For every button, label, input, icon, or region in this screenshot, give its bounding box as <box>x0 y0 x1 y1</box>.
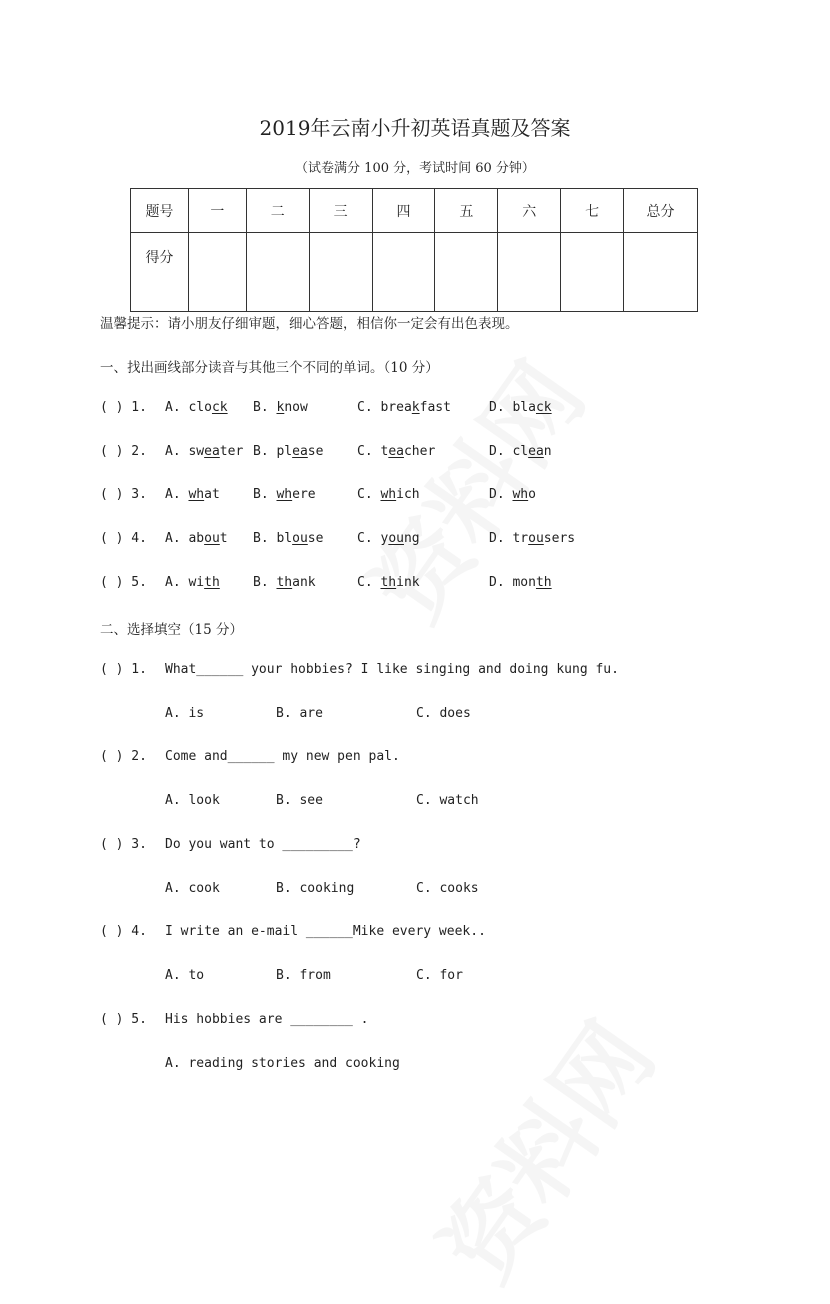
word-prefix: sw <box>188 443 205 459</box>
option-word <box>357 400 451 415</box>
option-word <box>489 487 536 502</box>
word-prefix: clo <box>188 400 212 415</box>
underlined-letters: th <box>276 574 293 590</box>
score-header-cell: 六 <box>498 189 561 233</box>
word-prefix: pl <box>276 443 293 459</box>
option-word <box>165 531 228 546</box>
answer-option: C. for <box>416 968 463 984</box>
score-header-cell: 总分 <box>624 189 698 233</box>
watermark-bottom <box>405 992 680 1303</box>
score-header-cell: 五 <box>435 189 498 233</box>
word-prefix: bl <box>276 531 293 547</box>
word-prefix: wi <box>188 574 205 590</box>
word-suffix: now <box>284 400 308 415</box>
word-suffix: o <box>528 487 536 503</box>
section2-title: 二、选择填空（15 分） <box>100 622 243 638</box>
option-word <box>253 444 323 459</box>
underlined-letters: wh <box>276 487 293 503</box>
option-word <box>357 444 435 459</box>
question-text: Come and______ my new pen pal. <box>165 749 400 765</box>
score-header-cell: 四 <box>372 189 435 233</box>
option-word <box>165 444 243 459</box>
underlined-letters: ck <box>535 400 552 415</box>
score-header-cell: 一 <box>188 189 246 233</box>
underlined-letters: ou <box>388 531 404 547</box>
option-word <box>253 400 308 415</box>
option-label: A. <box>165 531 189 547</box>
answer-option: C. cooks <box>416 880 479 896</box>
hint-text: 温馨提示：请小朋友仔细审题，细心答题，相信你一定会有出色表现。 <box>100 316 519 332</box>
score-row-label: 得分 <box>131 233 189 312</box>
option-label: D. <box>489 487 513 503</box>
score-cell <box>435 233 498 312</box>
option-word <box>165 575 220 590</box>
underlined-letters: ou <box>292 531 308 547</box>
option-label: B. <box>253 443 277 459</box>
option-word <box>357 575 420 590</box>
score-cell <box>624 233 698 312</box>
underlined-letters: ea <box>388 443 404 459</box>
word-suffix: se <box>307 443 324 459</box>
score-cell <box>498 233 561 312</box>
underlined-letters: ou <box>528 531 544 547</box>
answer-option: B. cooking <box>276 880 355 896</box>
word-prefix: cl <box>512 443 529 459</box>
word-suffix: sers <box>543 531 576 547</box>
word-prefix: mon <box>512 574 536 590</box>
word-prefix: ab <box>188 531 205 547</box>
option-label: B. <box>253 531 277 547</box>
option-word <box>489 531 575 546</box>
question-text: What______ your hobbies? I like singing and doing kung fu. <box>165 662 619 677</box>
score-header-cell: 七 <box>561 189 624 233</box>
underlined-letters: ck <box>211 400 228 415</box>
option-word <box>489 444 552 459</box>
answer-option: A. cook <box>165 880 220 896</box>
word-suffix: ter <box>219 443 244 459</box>
underlined-letters: th <box>380 574 397 590</box>
score-cell <box>309 233 372 312</box>
word-suffix: ank <box>292 574 316 590</box>
option-word <box>253 575 316 590</box>
option-label: C. <box>357 487 381 503</box>
question-number: ( ) 5. <box>100 1011 147 1027</box>
option-word <box>253 531 323 546</box>
answer-option: C. watch <box>416 793 479 809</box>
option-word <box>253 487 316 502</box>
answer-option: A. look <box>165 793 220 809</box>
question-number: ( ) 2. <box>100 749 147 765</box>
score-header-cell: 三 <box>309 189 372 233</box>
answer-option: B. from <box>276 968 331 984</box>
page-subtitle: （试卷满分 100 分，考试时间 60 分钟） <box>295 161 535 176</box>
option-label: C. <box>357 574 381 590</box>
underlined-letters: k <box>276 400 285 415</box>
word-prefix: bla <box>512 400 536 415</box>
option-label: C. <box>357 531 381 547</box>
score-cell <box>188 233 246 312</box>
underlined-letters: wh <box>512 487 529 503</box>
answer-option: A. is <box>165 706 205 721</box>
word-prefix: y <box>380 531 389 547</box>
word-suffix: fast <box>419 400 451 415</box>
option-label: D. <box>489 400 513 415</box>
option-label: D. <box>489 531 513 547</box>
underlined-letters: wh <box>188 487 205 503</box>
underlined-letters: th <box>535 574 552 590</box>
option-word <box>357 487 420 502</box>
question-number: ( ) 5. <box>100 574 147 590</box>
word-suffix: ink <box>396 574 420 590</box>
option-word <box>489 575 552 590</box>
option-word <box>357 531 420 546</box>
word-suffix: at <box>204 487 220 503</box>
question-number: ( ) 1. <box>100 400 147 415</box>
word-prefix: brea <box>380 400 412 415</box>
option-label: A. <box>165 487 189 503</box>
underlined-letters: k <box>411 400 420 415</box>
option-label: D. <box>489 443 513 459</box>
score-header-cell: 题号 <box>131 189 189 233</box>
option-word <box>489 400 552 415</box>
question-number: ( ) 4. <box>100 531 147 547</box>
section1-title: 一、找出画线部分读音与其他三个不同的单词。（10 分） <box>100 360 439 376</box>
option-label: B. <box>253 400 277 415</box>
word-suffix: ich <box>396 487 420 503</box>
question-number: ( ) 3. <box>100 487 147 503</box>
score-header-cell: 二 <box>246 189 309 233</box>
option-word <box>165 400 228 415</box>
option-label: A. <box>165 400 189 415</box>
question-text: I write an e-mail ______Mike every week.. <box>165 924 486 940</box>
score-cell <box>246 233 309 312</box>
option-label: A. <box>165 443 189 459</box>
option-label: B. <box>253 487 277 503</box>
underlined-letters: th <box>204 574 220 590</box>
word-suffix: cher <box>403 443 436 459</box>
answer-option: A. reading stories and cooking <box>165 1055 400 1071</box>
option-label: D. <box>489 574 513 590</box>
underlined-letters: ou <box>204 531 220 547</box>
question-number: ( ) 4. <box>100 924 147 940</box>
question-number: ( ) 2. <box>100 443 147 459</box>
underlined-letters: wh <box>380 487 397 503</box>
word-suffix: ng <box>403 531 420 547</box>
word-prefix: t <box>380 443 389 459</box>
option-label: A. <box>165 574 189 590</box>
option-label: C. <box>357 443 381 459</box>
word-suffix: t <box>219 531 228 547</box>
question-text: His hobbies are ________ . <box>165 1011 369 1027</box>
score-cell <box>372 233 435 312</box>
answer-option: B. are <box>276 706 323 721</box>
score-cell <box>561 233 624 312</box>
option-word <box>165 487 220 502</box>
word-suffix: se <box>307 531 324 547</box>
score-table <box>130 188 698 312</box>
page-title: 2019年云南小升初英语真题及答案 <box>259 116 571 140</box>
option-label: B. <box>253 574 277 590</box>
underlined-letters: ea <box>528 443 544 459</box>
question-text: Do you want to _________? <box>165 836 361 852</box>
answer-option: A. to <box>165 968 205 984</box>
underlined-letters: ea <box>292 443 308 459</box>
answer-option: B. see <box>276 793 323 809</box>
word-prefix: tr <box>512 531 529 547</box>
answer-option: C. does <box>416 706 471 721</box>
word-suffix: n <box>543 443 552 459</box>
question-number: ( ) 1. <box>100 662 147 677</box>
word-suffix: ere <box>292 487 316 503</box>
question-number: ( ) 3. <box>100 836 147 852</box>
option-label: C. <box>357 400 381 415</box>
underlined-letters: ea <box>204 443 220 459</box>
